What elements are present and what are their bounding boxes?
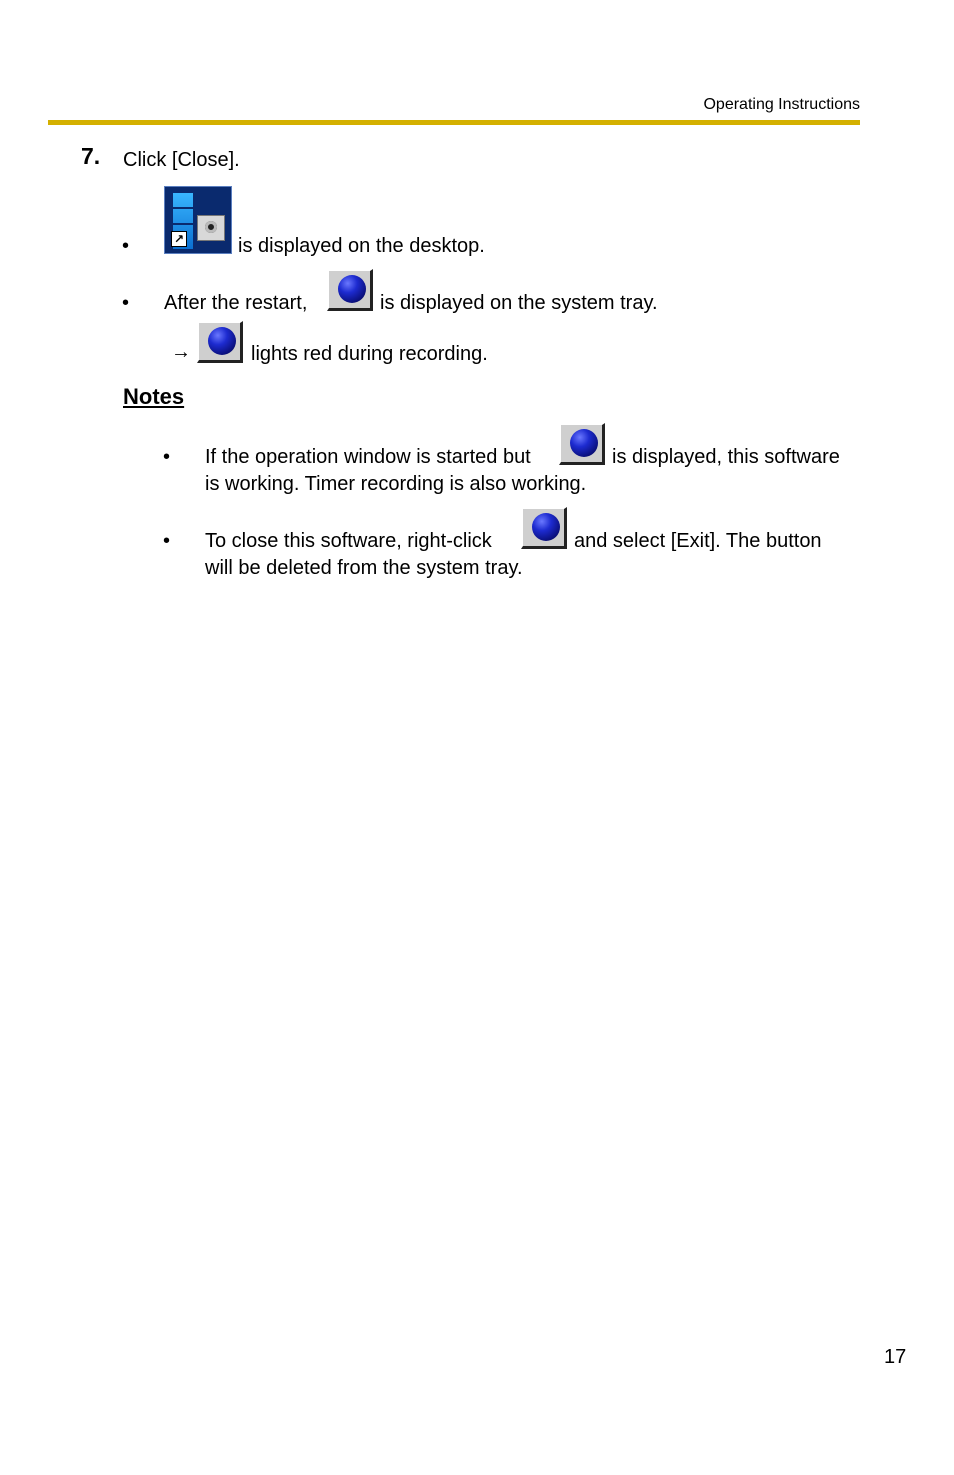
arrow-icon: → xyxy=(171,341,191,363)
blue-ball-icon xyxy=(208,327,236,355)
desktop-shortcut-icon: ↗ xyxy=(164,186,232,254)
bullet-symbol: • xyxy=(122,292,130,314)
bullet-symbol: • xyxy=(163,446,171,468)
tray-button-icon xyxy=(197,321,243,363)
note-text: and select [Exit]. The button xyxy=(574,530,822,552)
blue-ball-icon xyxy=(570,429,598,457)
tray-button-icon xyxy=(559,423,605,465)
step-instruction: Click [Close]. xyxy=(123,149,240,171)
bullet-text: is displayed on the system tray. xyxy=(380,292,658,314)
bullet-text: is displayed on the desktop. xyxy=(238,235,485,257)
sub-note-text: lights red during recording. xyxy=(251,343,488,365)
notes-heading: Notes xyxy=(123,384,185,409)
note-text: will be deleted from the system tray. xyxy=(205,557,523,579)
blue-ball-icon xyxy=(338,275,366,303)
note-text: is working. Timer recording is also working. xyxy=(205,473,587,495)
step-number: 7. xyxy=(81,143,101,169)
note-text: If the operation window is started but xyxy=(205,446,531,468)
running-header: Operating Instructions xyxy=(703,96,860,113)
blue-ball-icon xyxy=(532,513,560,541)
header-rule xyxy=(48,120,860,125)
bullet-symbol: • xyxy=(163,530,171,552)
note-text: To close this software, right-click xyxy=(205,530,492,552)
bullet-text: After the restart, xyxy=(164,292,308,314)
bullet-symbol: • xyxy=(122,235,130,257)
page-number: 17 xyxy=(884,1346,907,1368)
tray-button-icon xyxy=(327,269,373,311)
tray-button-icon xyxy=(521,507,567,549)
note-text: is displayed, this software xyxy=(612,446,840,468)
